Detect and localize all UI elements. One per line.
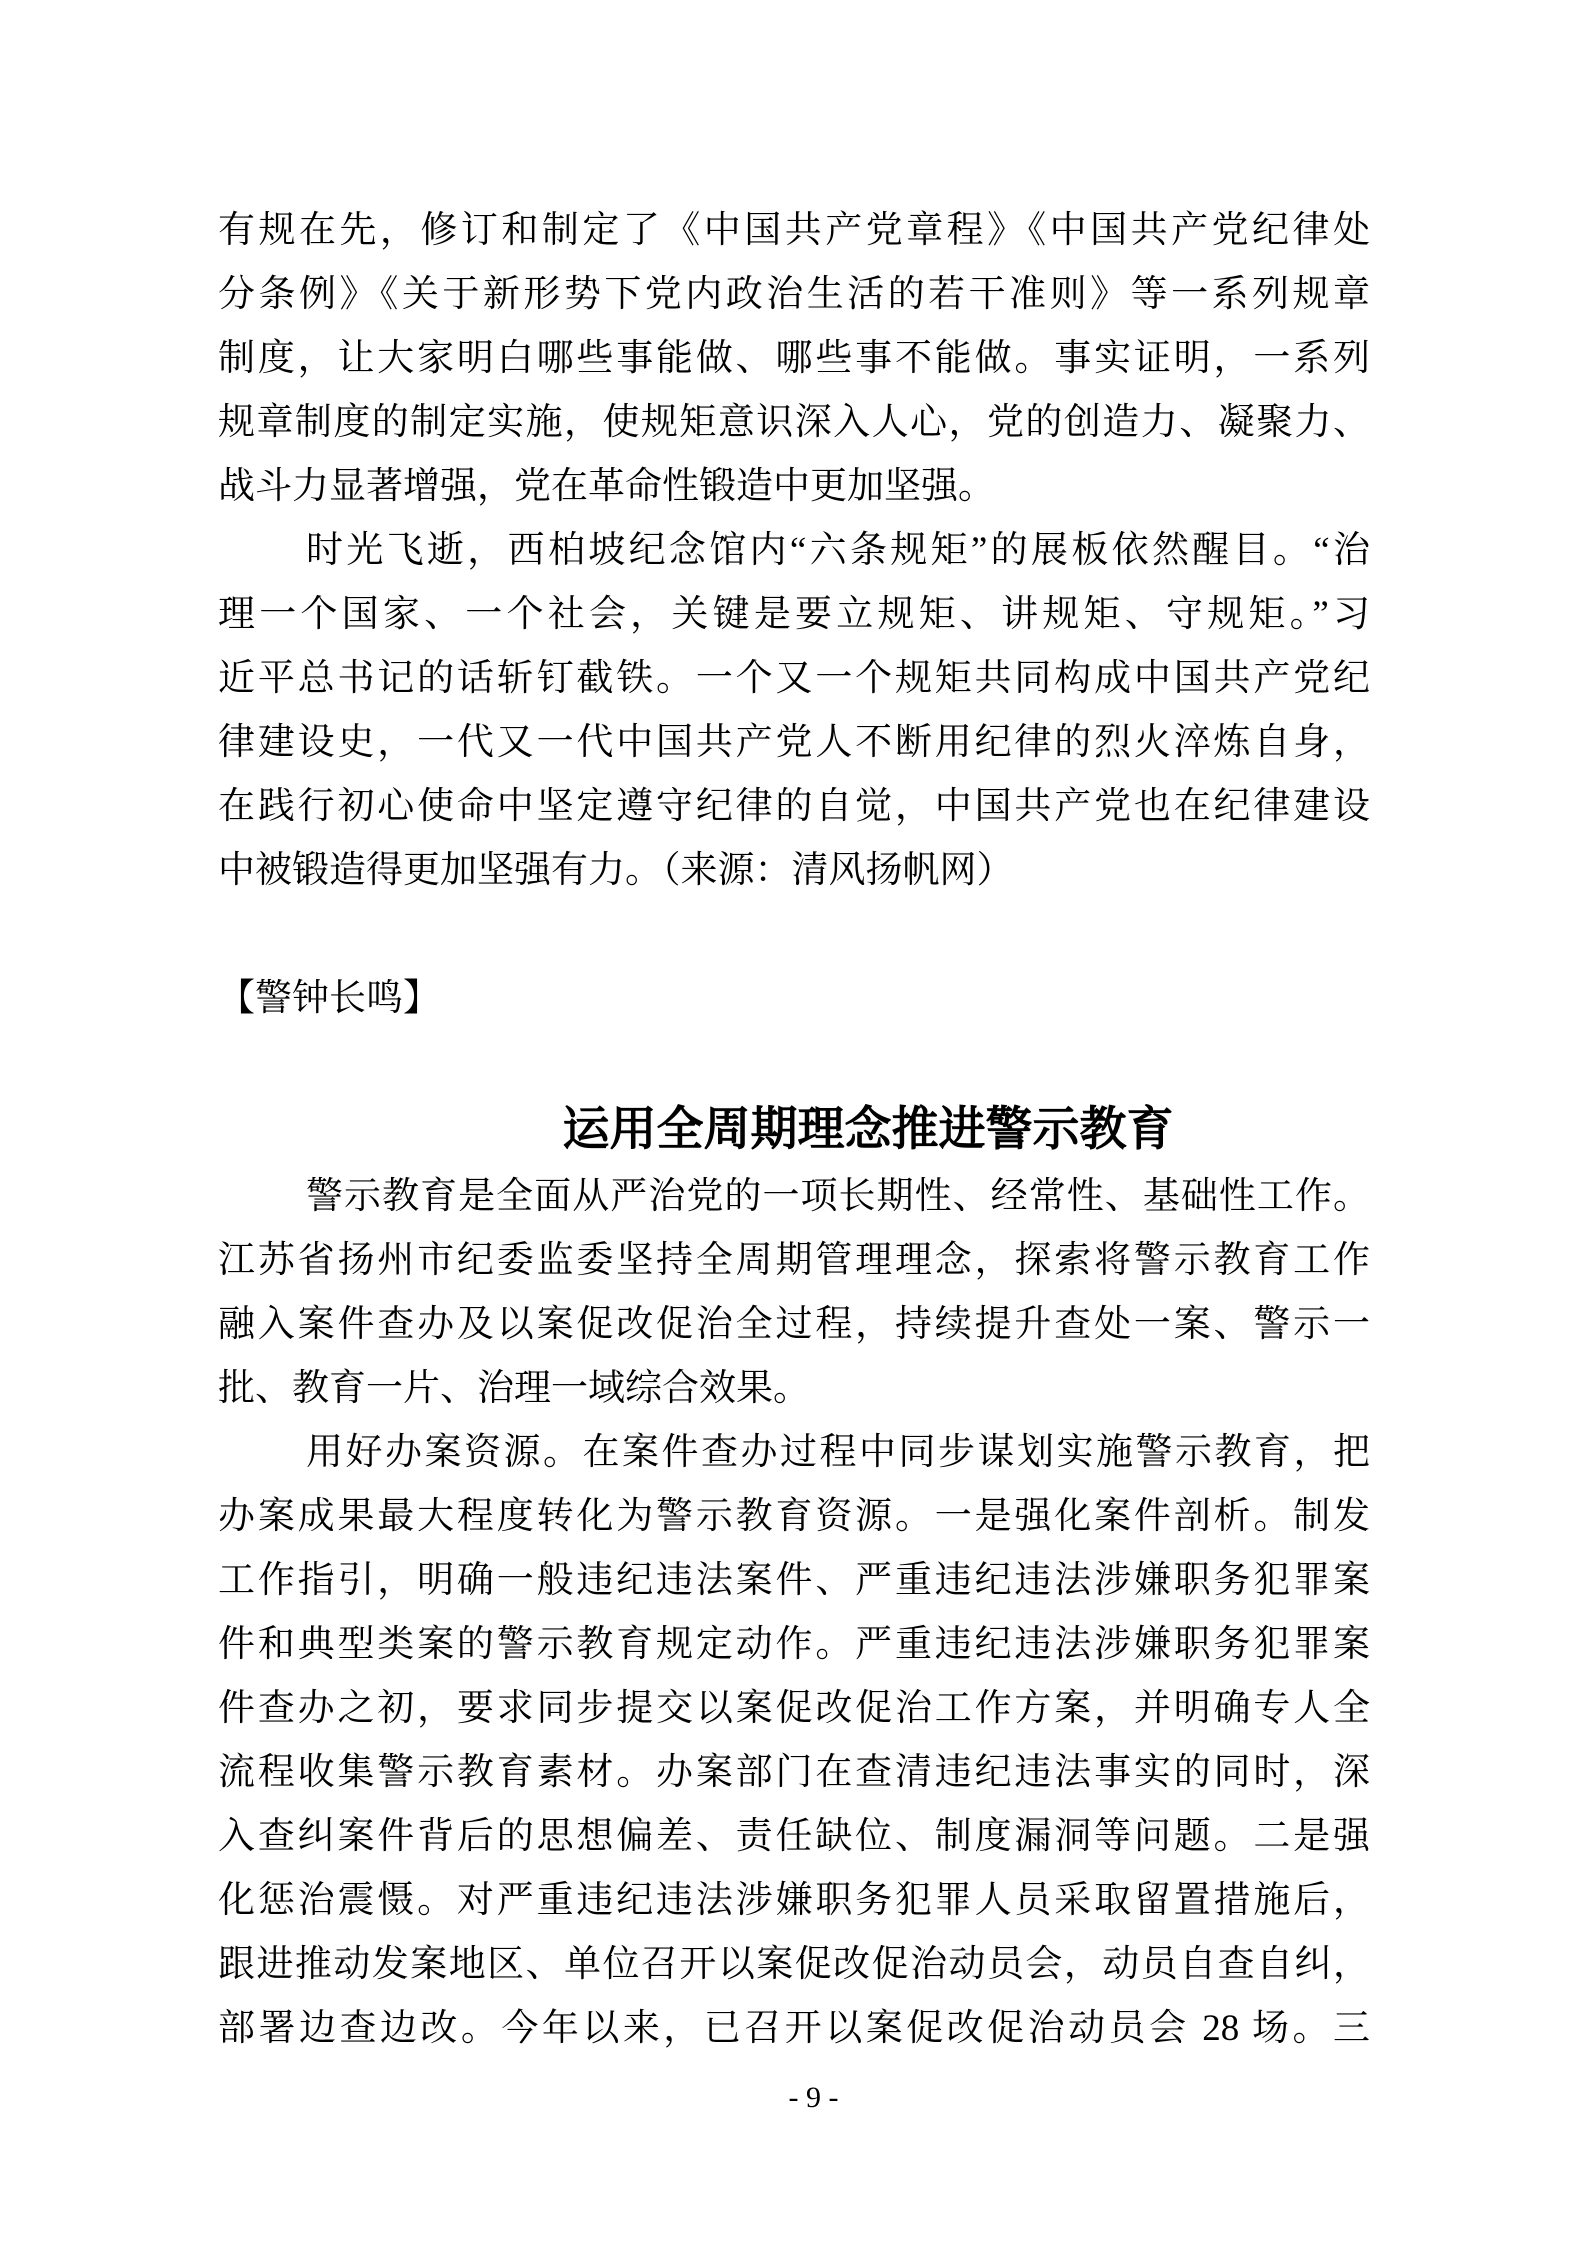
body-line: 理一个国家、一个社会，关键是要立规矩、讲规矩、守规矩。”习 [218, 594, 1370, 635]
blank-line [218, 903, 1370, 967]
body-text [218, 199, 1370, 2061]
section-header: 【警钟长鸣】 [218, 978, 440, 1019]
page-number: - 9 - [788, 2081, 839, 2114]
body-line: 入查纠案件背后的思想偏差、责任缺位、制度漏洞等问题。二是强 [218, 1816, 1370, 1857]
body-line: 在践行初心使命中坚定遵守纪律的自觉，中国共产党也在纪律建设 [218, 786, 1370, 827]
article-title: 运用全周期理念推进警示教育 [562, 1104, 1174, 1156]
body-line: 工作指引，明确一般违纪违法案件、严重违纪违法涉嫌职务犯罪案 [218, 1560, 1370, 1601]
body-line: 有规在先，修订和制定了《中国共产党章程》《中国共产党纪律处 [218, 210, 1370, 251]
body-line: 批、教育一片、治理一域综合效果。 [218, 1368, 810, 1409]
body-line: 部署边查边改。今年以来，已召开以案促改促治动员会 28 场。三 [218, 2008, 1370, 2049]
body-line: 件查办之初，要求同步提交以案促改促治工作方案，并明确专人全 [218, 1688, 1370, 1729]
body-line: 规章制度的制定实施，使规矩意识深入人心，党的创造力、凝聚力、 [218, 402, 1370, 443]
body-line: 用好办案资源。在案件查办过程中同步谋划实施警示教育，把 [306, 1432, 1370, 1473]
body-line: 江苏省扬州市纪委监委坚持全周期管理理念，探索将警示教育工作 [218, 1240, 1370, 1281]
body-line: 跟进推动发案地区、单位召开以案促改促治动员会，动员自查自纠， [218, 1944, 1370, 1985]
body-line: 战斗力显著增强，党在革命性锻造中更加坚强。 [218, 466, 995, 507]
body-line: 分条例》《关于新形势下党内政治生活的若干准则》等一系列规章 [218, 274, 1370, 315]
body-line: 中被锻造得更加坚强有力。（来源：清风扬帆网） [218, 850, 1014, 891]
body-line: 律建设史，一代又一代中国共产党人不断用纪律的烈火淬炼自身， [218, 722, 1370, 763]
body-line: 融入案件查办及以案促改促治全过程，持续提升查处一案、警示一 [218, 1304, 1370, 1345]
body-line: 近平总书记的话斩钉截铁。一个又一个规矩共同构成中国共产党纪 [218, 658, 1370, 699]
body-line: 警示教育是全面从严治党的一项长期性、经常性、基础性工作。 [306, 1176, 1370, 1217]
body-line: 制度，让大家明白哪些事能做、哪些事不能做。事实证明，一系列 [218, 338, 1370, 379]
body-line: 件和典型类案的警示教育规定动作。严重违纪违法涉嫌职务犯罪案 [218, 1624, 1370, 1665]
body-line: 化惩治震慑。对严重违纪违法涉嫌职务犯罪人员采取留置措施后， [218, 1880, 1370, 1921]
blank-line [218, 1031, 1370, 1095]
body-line: 流程收集警示教育素材。办案部门在查清违纪违法事实的同时，深 [218, 1752, 1370, 1793]
body-line: 办案成果最大程度转化为警示教育资源。一是强化案件剖析。制发 [218, 1496, 1370, 1537]
body-line: 时光飞逝，西柏坡纪念馆内“六条规矩”的展板依然醒目。“治 [306, 530, 1370, 571]
